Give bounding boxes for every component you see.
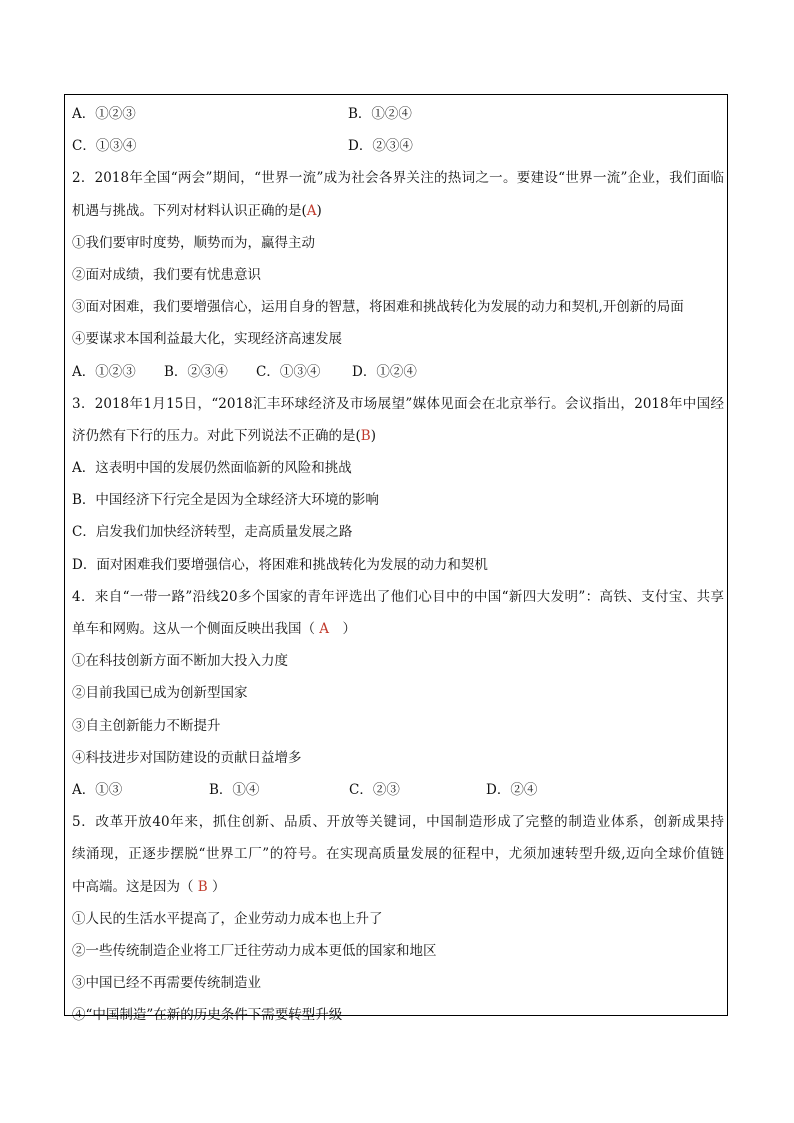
q2-item-2: ②面对成绩，我们要有忧患意识 [72, 266, 261, 283]
q3-stem-close: ) [370, 427, 376, 444]
q1-option-c[interactable]: C．①③④ [72, 138, 137, 155]
q4-answer: A [319, 621, 330, 637]
q2-answer: A [306, 202, 317, 219]
q3-answer: B [360, 427, 371, 444]
q2-option-d[interactable]: D．①②④ [352, 363, 417, 380]
q4-stem-text: 单车和网购。这从一个侧面反映出我国（ [72, 621, 320, 637]
q2-options-row [72, 356, 724, 388]
q2-stem-close: ) [316, 202, 322, 219]
q1-option-d[interactable]: D．②③④ [348, 138, 413, 155]
q3-stem-text: 济仍然有下行的压力。对此下列说法不正确的是( [72, 427, 361, 444]
q4-option-a[interactable]: A．①③ [72, 781, 123, 798]
document-content [72, 98, 724, 1031]
q3-option-c[interactable]: C．启发我们加快经济转型，走高质量发展之路 [72, 524, 353, 541]
q3-option-d[interactable]: D．面对困难我们要增强信心，将困难和挑战转化为发展的动力和契机 [72, 556, 488, 573]
q5-stem-close: ） [207, 878, 226, 895]
q5-stem-text: 中高端。这是因为（ [72, 878, 198, 895]
q5-stem-line-2: 续涌现，正逐步摆脱“世界工厂”的符号。在实现高质量发展的征程中，尤须加速转型升级,迈向全球价值链 [72, 846, 724, 863]
q4-stem-line-2 [72, 613, 724, 645]
q4-item-1: ①在科技创新方面不断加大投入力度 [72, 653, 288, 670]
q1-option-b[interactable]: B．①②④ [348, 106, 412, 122]
q5-item-4: ④“中国制造”在新的历史条件下需要转型升级 [72, 1007, 343, 1024]
q3-option-b[interactable]: B．中国经济下行完全是因为全球经济大环境的影响 [72, 492, 379, 509]
q4-option-d[interactable]: D．②④ [486, 781, 538, 798]
q4-options-row [72, 774, 724, 806]
q2-stem-text: 机遇与挑战。下列对材料认识正确的是( [72, 202, 307, 219]
q5-stem-line-1: 5．改革开放40年来，抓住创新、品质、开放等关键词，中国制造形成了完整的制造业体系，创新成果持 [72, 814, 724, 831]
q2-item-3: ③面对困难，我们要增强信心，运用自身的智慧，将困难和挑战转化为发展的动力和契机,开创新的局面 [72, 299, 684, 316]
q4-option-c[interactable]: C．②③ [349, 781, 400, 798]
q3-option-a[interactable]: A．这表明中国的发展仍然面临新的风险和挑战 [72, 460, 352, 477]
q4-item-2: ②目前我国已成为创新型国家 [72, 685, 248, 702]
q2-item-4: ④要谋求本国利益最大化，实现经济高速发展 [72, 331, 342, 348]
q2-stem-line-2 [72, 195, 724, 227]
q5-answer: B [197, 878, 208, 895]
q5-item-2: ②一些传统制造企业将工厂迁往劳动力成本更低的国家和地区 [72, 942, 437, 959]
q2-option-a[interactable]: A．①②③ [72, 363, 136, 380]
q2-option-c[interactable]: C．①③④ [256, 363, 321, 380]
q3-stem-line-2 [72, 420, 724, 452]
q1-option-a[interactable]: A．①②③ [72, 106, 136, 122]
q1-options-row-2 [72, 130, 724, 162]
q4-item-3: ③自主创新能力不断提升 [72, 717, 221, 734]
q2-item-1: ①我们要审时度势，顺势而为，赢得主动 [72, 234, 315, 251]
q4-option-b[interactable]: B．①④ [209, 781, 260, 798]
q2-option-b[interactable]: B．②③④ [164, 363, 228, 380]
q5-item-3: ③中国已经不再需要传统制造业 [72, 975, 261, 992]
q3-stem-line-1: 3．2018年1月15日，“2018汇丰环球经济及市场展望”媒体见面会在北京举行。会议指出，2018年中国经 [72, 395, 724, 412]
q1-options-row-1 [72, 98, 724, 130]
q2-stem-line-1: 2．2018年全国“两会”期间，“世界一流”成为社会各界关注的热词之一。要建设“世界一流”企业，我们面临 [72, 170, 724, 187]
q4-item-4: ④科技进步对国防建设的贡献日益增多 [72, 749, 302, 766]
q5-stem-line-3 [72, 871, 724, 903]
q4-stem-close: ） [329, 621, 357, 637]
q5-item-1: ①人民的生活水平提高了，企业劳动力成本也上升了 [72, 910, 383, 927]
q4-stem-line-1: 4．来自“一带一路”沿线20多个国家的青年评选出了他们心目中的中国“新四大发明”：高铁、支付宝、共享 [72, 588, 724, 605]
